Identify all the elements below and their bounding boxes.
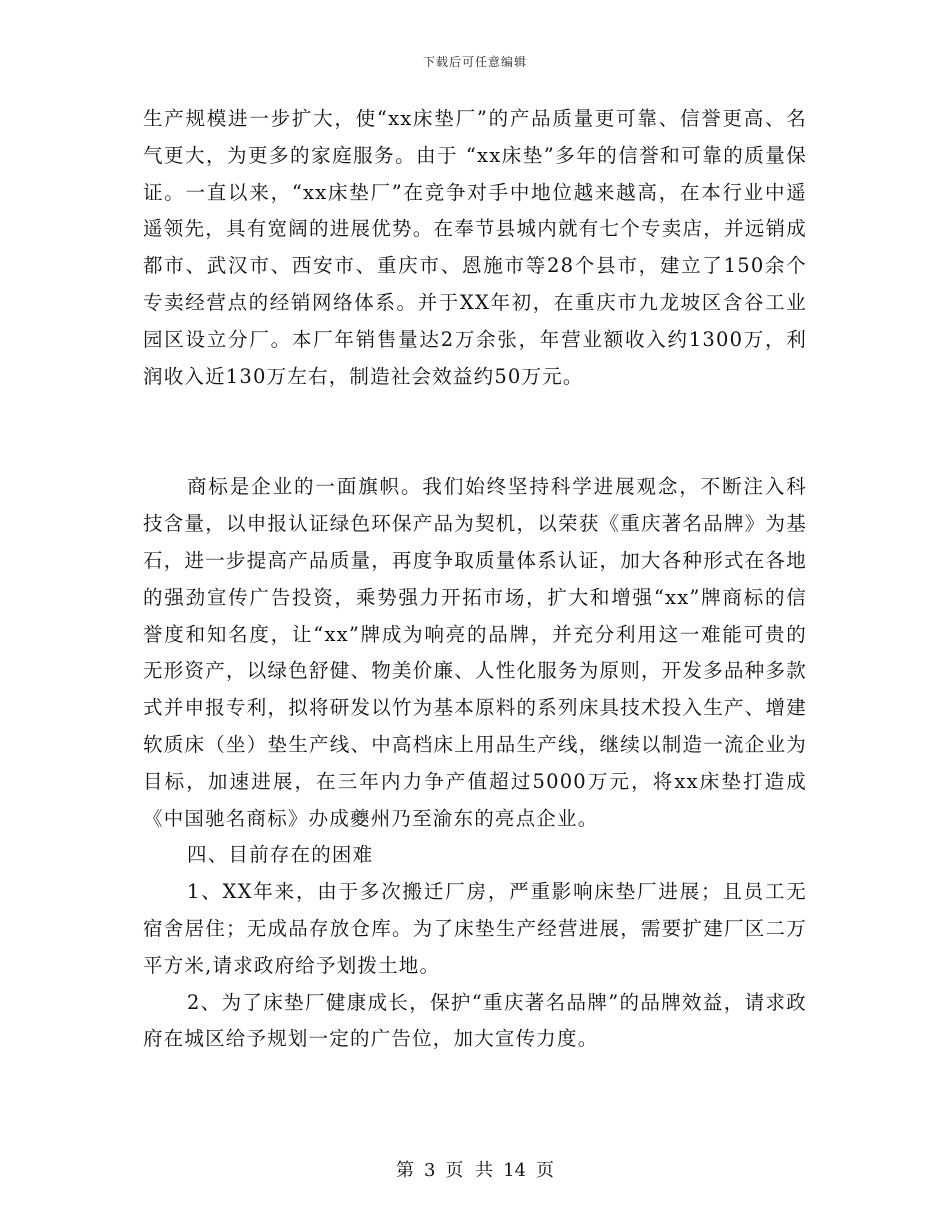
- footer-suffix: 页: [536, 1160, 555, 1181]
- page-header: 下载后可任意编辑: [422, 55, 527, 69]
- page-footer: [0, 1156, 950, 1182]
- footer-page-number: 3: [423, 1160, 436, 1181]
- paragraph-gap: [143, 395, 807, 469]
- paragraph-trademark: 商标是企业的一面旗帜。我们始终坚持科学进展观念，不断注入科技含量，以申报认证绿色环保产品为契机，以荣获《重庆著名品牌》为基石，进一步提高产品质量，再度争取质量体系认证，加大各种形式在各地的强劲宣传广告投资，乘势强力开拓市场，扩大和增强“xx”牌商标的信誉度和知名度，让“xx”牌成为响亮的品牌，并充分利用这一难能可贵的无形资产，以绿色舒健、物美价廉、人性化服务为原则，开发多品种多款式并申报专利，拟将研发以竹为基本原料的系列床具技术投入生产、增建软质床（坐）垫生产线、中高档床上用品生产线，继续以制造一流企业为目标，加速进展，在三年内力争产值超过5000万元，将xx床垫打造成《中国驰名商标》办成夔州乃至渝东的亮点企业。: [143, 475, 807, 830]
- section-heading-difficulties: 四、目前存在的困难: [187, 843, 374, 867]
- footer-prefix: 第: [395, 1160, 414, 1181]
- paragraph-difficulty-1: 1、XX年来，由于多次搬迁厂房，严重影响床垫厂进展；且员工无宿舍居住；无成品存放仓库。为了床垫生产经营进展，需要扩建厂区二万平方米,请求政府给予划拨土地。: [143, 880, 807, 977]
- footer-mid: 页 共: [445, 1160, 494, 1181]
- document-body: [143, 101, 807, 1058]
- footer-total-pages: 14: [503, 1160, 527, 1181]
- paragraph-production-scale: 生产规模进一步扩大，使“xx床垫厂”的产品质量更可靠、信誉更高、名气更大，为更多的家庭服务。由于 “xx床垫”多年的信誉和可靠的质量保证。一直以来，“xx床垫厂”在竞争对手中地位越来越高，在本行业中遥遥领先，具有宽阔的进展优势。在奉节县城内就有七个专卖店，并远销成都市、武汉市、西安市、重庆市、恩施市等28个县市，建立了150余个专卖经营点的经销网络体系。并于XX年初，在重庆市九龙坡区含谷工业园区设立分厂。本厂年销售量达2万余张，年营业额收入约1300万，利润收入近130万左右，制造社会效益约50万元。: [143, 107, 807, 388]
- paragraph-difficulty-2: 2、为了床垫厂健康成长，保护“重庆著名品牌”的品牌效益，请求政府在城区给予规划一定的广告位，加大宣传力度。: [143, 990, 807, 1051]
